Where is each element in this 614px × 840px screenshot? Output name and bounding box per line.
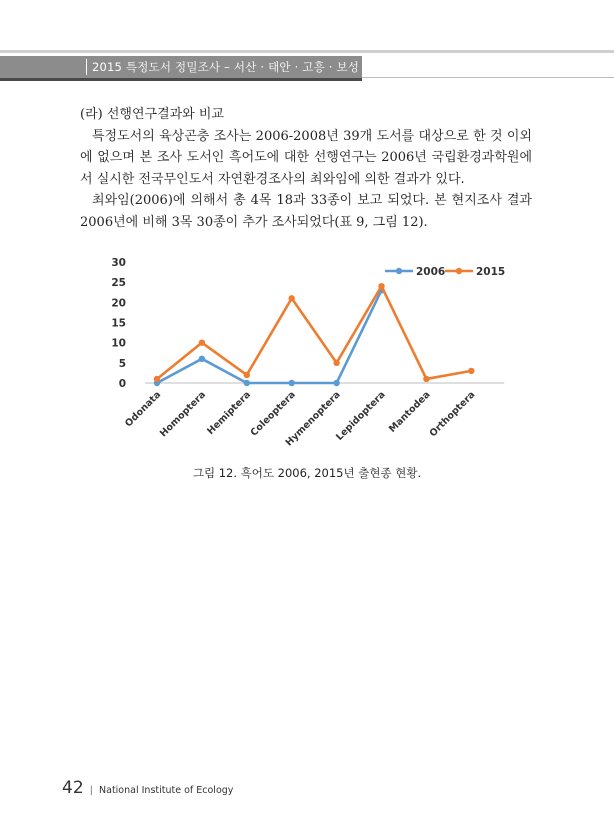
data-point-2015 [333, 360, 339, 366]
y-tick-label: 30 [111, 257, 126, 269]
data-point-2015 [289, 295, 295, 301]
y-tick-label: 15 [111, 317, 126, 330]
data-point-2015 [154, 376, 160, 382]
x-tick-label: Homoptera [157, 389, 209, 440]
x-tick-label: Mantodea [387, 389, 433, 435]
x-tick-label: Hymenoptera [283, 389, 343, 449]
page-footer [62, 778, 233, 798]
paragraph: 최와임(2006)에 의해서 총 4목 18과 33종이 보고 되었다. 본 현지조사 결과 2006년에 비해 3목 30종이 추가 조사되었다(표 9, 그림 12). [80, 193, 532, 230]
data-point-2015 [244, 372, 250, 378]
top-rule [0, 50, 614, 53]
data-point-2006 [289, 380, 295, 386]
y-tick-label: 20 [111, 297, 126, 310]
section-subheading: (라) 선행연구결과와 비교 [80, 107, 224, 122]
legend-label: 2015 [476, 266, 506, 278]
x-tick-label: Odonata [123, 389, 164, 430]
x-tick-label: Coleoptera [248, 389, 298, 439]
x-tick-label: Orthoptera [427, 389, 478, 440]
data-point-2006 [244, 380, 250, 386]
body-text [80, 104, 532, 234]
data-point-2006 [199, 356, 205, 362]
figure-caption: 그림 12. 흑어도 2006, 2015년 출현종 현황. [192, 466, 422, 480]
y-tick-label: 25 [111, 277, 126, 290]
legend-label: 2006 [416, 266, 446, 278]
running-header-title: 2015 특정도서 정밀조사 – 서산 · 태안 · 고흥 · 보성 권역 [92, 60, 386, 74]
data-point-2015 [423, 376, 429, 382]
y-tick-label: 0 [118, 378, 126, 390]
y-tick-label: 5 [118, 357, 126, 370]
x-tick-label: Hemiptera [205, 389, 253, 438]
species-line-chart [100, 246, 506, 449]
legend-marker-2015 [456, 268, 462, 274]
legend-marker-2006 [396, 268, 402, 274]
data-point-2015 [378, 283, 384, 289]
y-tick-label: 10 [111, 337, 126, 350]
data-point-2015 [468, 368, 474, 374]
page-number: 42 [62, 778, 84, 798]
footer-organization: National Institute of Ecology [99, 785, 234, 796]
running-header [0, 56, 386, 81]
x-tick-label: Lepidoptera [334, 389, 388, 443]
header-divider [86, 59, 87, 75]
data-point-2006 [333, 380, 339, 386]
series-line-2015 [157, 286, 471, 379]
paragraph: 특정도서의 육상곤충 조사는 2006-2008년 39개 도서를 대상으로 한 것 이외에 없으며 본 조사 도서인 흑어도에 대한 선행연구는 2006년 국립환경과학원에서 실시한 전국무인도서 자연환경조사의 최와임에 의한 결과가 있다. [80, 128, 532, 187]
footer-separator: | [89, 785, 94, 796]
header-rule [362, 77, 614, 78]
data-point-2015 [199, 339, 205, 345]
